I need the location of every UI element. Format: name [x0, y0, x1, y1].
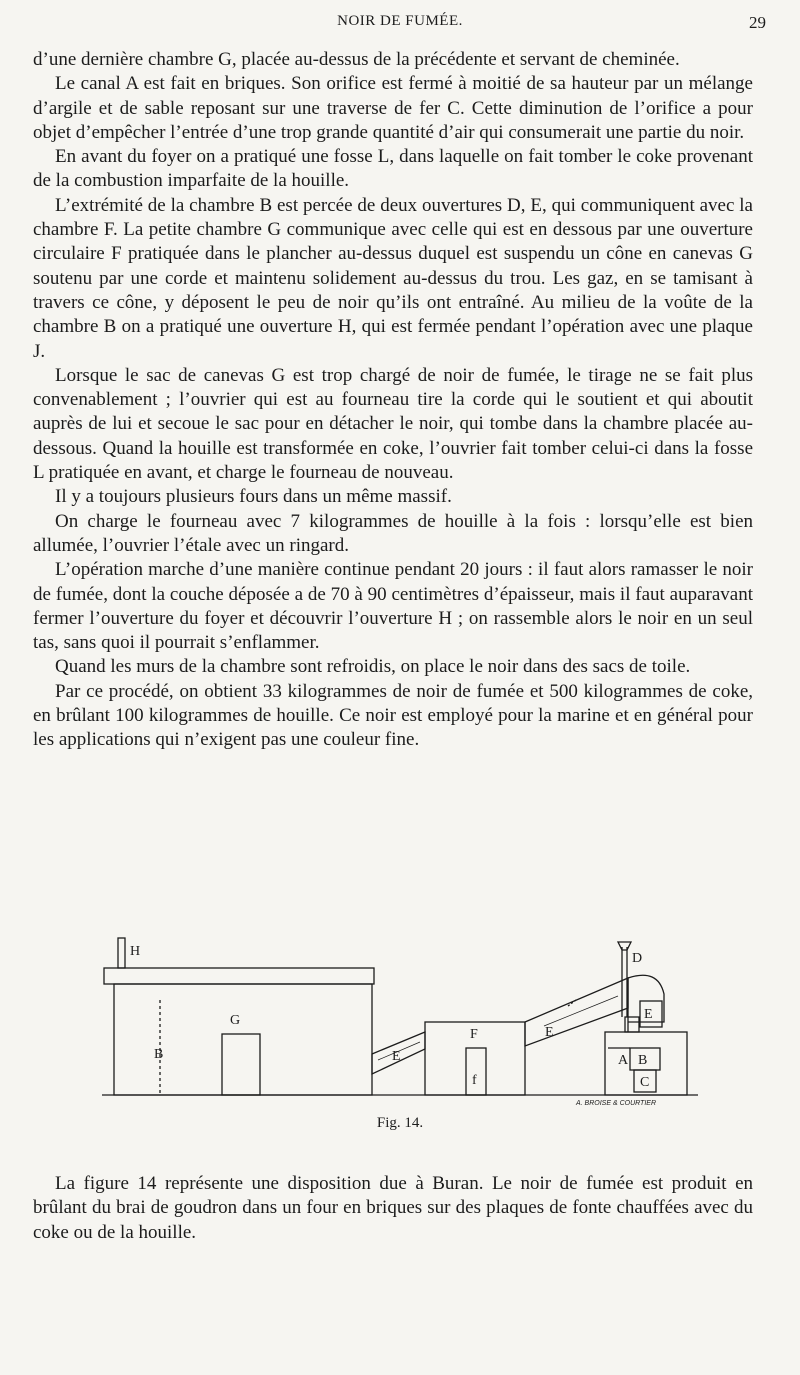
- duct-e-upper: [525, 978, 628, 1046]
- paragraph: L’extrémité de la chambre B est percée de deux ouvertures D, E, qui communiquent avec la chambre F. La petite chambre G communique avec celle qui est en dessous par une ouverture circulaire F pratiquée dans le plancher au-dessus duquel est suspendu un cône en canevas G soutenu par une corde et maintenu solidement au-dessus du trou. Les gaz, en se tamisant à travers ce cône, y déposent le peu de noir qu’ils ont entraîné. Au milieu de la voûte de la chambre B on a pratiqué une ouverture H, qui est fermée pendant l’opération avec une plaque J.: [33, 194, 753, 362]
- page-number: 29: [749, 13, 766, 32]
- chimney-d-top: [618, 942, 631, 950]
- chamber-b: [114, 984, 372, 1095]
- label-h: H: [130, 944, 141, 959]
- paragraph: d’une dernière chambre G, placée au-dessus de la précédente et servant de cheminée.: [33, 49, 680, 70]
- paragraph: La figure 14 représente une disposition due à Buran. Le noir de fumée est produit en brûlant du brai de goudron dans un four en briques sur des plaques de fonte chauffées avec du coke ou de la houille.: [33, 1173, 753, 1243]
- label-e-top: E: [644, 1007, 653, 1022]
- engraver-signature: A. BROISE & COURTIER: [576, 1100, 656, 1107]
- body-text: [33, 48, 753, 753]
- figure-14-furnace-diagram: [98, 934, 708, 1114]
- label-e-lower: E: [392, 1049, 401, 1064]
- label-d: D: [632, 951, 643, 966]
- running-title: NOIR DE FUMÉE.: [337, 13, 463, 29]
- door-g: [222, 1034, 260, 1095]
- label-b: B: [638, 1053, 648, 1068]
- furnace-dome: [628, 975, 664, 1032]
- label-f: F: [470, 1027, 478, 1042]
- paragraph: Le canal A est fait en briques. Son orifice est fermé à moitié de sa hauteur par un mélange d’argile et de sable reposant sur une traverse de fer C. Cette diminution de l’orifice a pour objet d’empêcher l’entrée d’une trop grande quantité d’air qui consumerait une partie du noir.: [33, 73, 753, 143]
- paragraph: Il y a toujours plusieurs fours dans un même massif.: [55, 486, 452, 508]
- paragraph: Par ce procédé, on obtient 33 kilogrammes de noir de fumée et 500 kilogrammes de coke, en brûlant 100 kilogrammes de houille. Ce noir est employé pour la marine et en général pour les applications qui n’exigent pas une couleur fine.: [33, 680, 753, 751]
- label-a: A: [618, 1053, 629, 1068]
- chimney-h: [118, 938, 125, 968]
- paragraph: L’opération marche d’une manière continue pendant 20 jours : il faut alors ramasser le noir de fumée, dont la couche déposée a de 70 à 90 centimètres d’épaisseur, mais il faut auparavant fermer l’ouverture du foyer et découvrir l’ouverture H ; on rassemble alors le noir en un seul tas, sans quoi il pourrait s’enflammer.: [33, 559, 753, 654]
- furnace-diagram: [98, 934, 708, 1114]
- label-b-left: B: [154, 1047, 164, 1062]
- label-f-small: f: [472, 1073, 477, 1088]
- paragraph: En avant du foyer on a pratiqué une fosse L, dans laquelle on fait tomber le coke provenant de la combustion imparfaite de la houille.: [33, 146, 753, 192]
- chamber-roof: [104, 968, 374, 984]
- paragraph: On charge le fourneau avec 7 kilogrammes de houille à la fois : lorsqu’elle est bien allumée, l’ouvrier l’étale avec un ringard.: [33, 510, 753, 556]
- label-g: G: [230, 1013, 241, 1028]
- body-text-after-figure: [33, 1172, 753, 1245]
- label-e-upper: E: [545, 1025, 554, 1040]
- small-chimney-box: [625, 1017, 639, 1032]
- paragraph: Lorsque le sac de canevas G est trop chargé de noir de fumée, le tirage ne se fait plus convenablement ; l’ouvrier qui est au fourneau tire la corde qui le soutient et qui aboutit auprès de lui et secoue le sac pour en détacher le noir, qui tombe dans la chambre placée au-dessous. Quand la houille est transformée en coke, l’ouvrier fait tomber celui-ci dans la fosse L pratiquée en avant, et charge le fourneau de nouveau.: [33, 364, 753, 484]
- running-head: [0, 13, 800, 37]
- figure-caption: Fig. 14.: [376, 1115, 424, 1131]
- paragraph: Quand les murs de la chambre sont refroidis, on place le noir dans des sacs de toile.: [55, 656, 691, 678]
- label-c: C: [640, 1075, 650, 1090]
